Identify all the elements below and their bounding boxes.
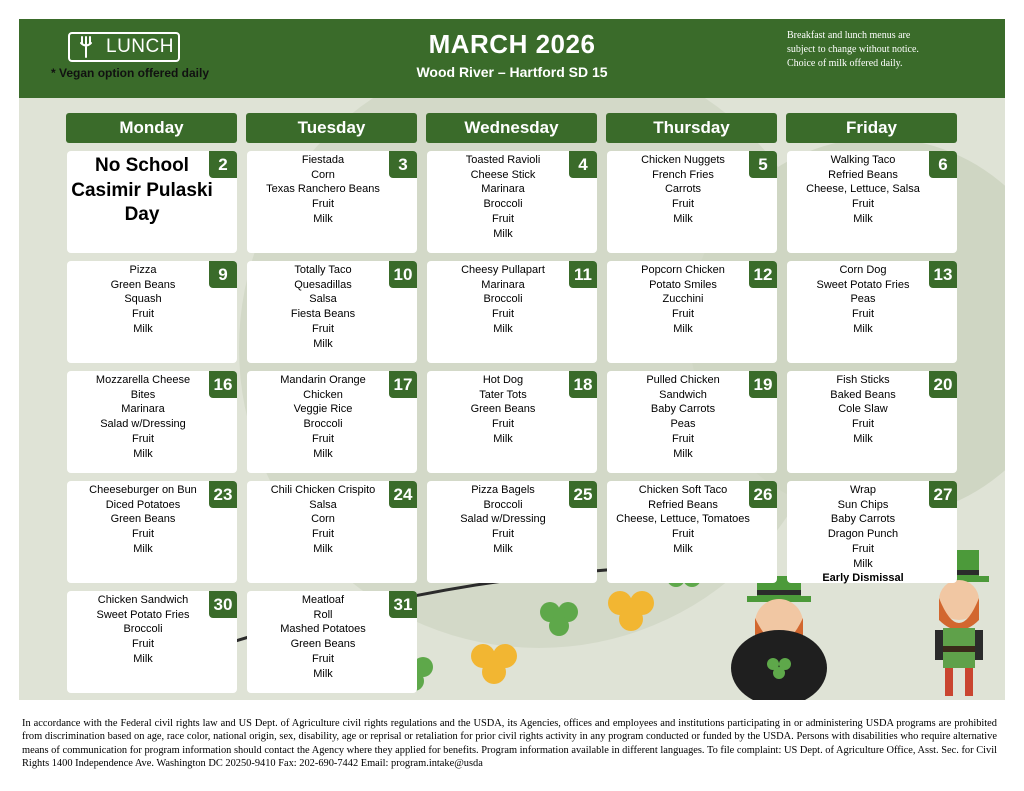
menu-item: Chicken Soft Taco [638, 484, 728, 496]
menu-item: Fruit [492, 418, 514, 431]
menu-day-cell [787, 481, 957, 583]
menu-item: Marinara [481, 183, 525, 196]
day-number: 9 [209, 261, 237, 288]
menu-item: Tater Tots [479, 388, 527, 401]
menu-item: Broccoli [483, 198, 523, 211]
menu-item: Cheesy Pullapart [461, 264, 545, 276]
menu-item: Veggie Rice [293, 403, 353, 416]
menu-item: Milk [853, 432, 873, 445]
menu-day-cell [427, 371, 597, 473]
menu-item: Fruit [132, 308, 154, 321]
day-number: 5 [749, 151, 777, 178]
menu-item: Walking Taco [830, 154, 896, 166]
notice-line: Choice of milk offered daily. [787, 58, 903, 69]
day-number: 30 [209, 591, 237, 618]
menu-item: Milk [313, 447, 333, 460]
menu-item: Totally Taco [294, 264, 352, 276]
menu-item: Chicken [303, 388, 343, 401]
menu-item: Texas Ranchero Beans [266, 183, 380, 196]
menu-item: Milk [133, 652, 153, 665]
menu-day-cell [607, 151, 777, 253]
menu-item: Fruit [852, 198, 874, 211]
menu-item: Fruit [312, 198, 334, 211]
menu-day-cell [787, 151, 957, 253]
menu-item: Fruit [312, 432, 334, 445]
menu-item: Fruit [492, 212, 514, 225]
menu-item: Baked Beans [830, 388, 896, 401]
menu-item: Fruit [312, 322, 334, 335]
menu-item: Refried Beans [828, 168, 898, 181]
menu-day-cell [247, 371, 417, 473]
notice-line: subject to change without notice. [787, 44, 919, 55]
day-number: 20 [929, 371, 957, 398]
page-title: MARCH 2026 [428, 29, 596, 59]
logo-text: LUNCH [106, 36, 174, 57]
menu-item: Fruit [672, 528, 694, 541]
lunch-logo [68, 32, 180, 62]
menu-item: Corn [311, 513, 335, 526]
menu-item: Zucchini [662, 293, 704, 306]
day-header-thursday: Thursday [606, 113, 777, 143]
menu-item: Milk [673, 542, 693, 555]
menu-day-cell [247, 481, 417, 583]
menu-item: Pizza Bagels [471, 484, 535, 496]
menu-item: Bites [130, 388, 156, 401]
menu-item: Marinara [121, 403, 165, 416]
district-subtitle: Wood River – Hartford SD 15 [416, 64, 608, 80]
menu-day-cell [607, 371, 777, 473]
menu-item: Baby Carrots [650, 403, 716, 416]
menu-item: French Fries [652, 168, 714, 181]
day-number: 17 [389, 371, 417, 398]
menu-day-cell [247, 151, 417, 253]
menu-item: Corn Dog [839, 264, 887, 276]
menu-item: Milk [313, 542, 333, 555]
day-header-monday: Monday [66, 113, 237, 143]
menu-item: Green Beans [290, 638, 356, 651]
menu-item: Milk [133, 447, 153, 460]
menu-item: Mozzarella Cheese [95, 374, 191, 386]
day-number: 23 [209, 481, 237, 508]
menu-item: Wrap [849, 484, 877, 496]
day-number: 10 [389, 261, 417, 288]
header-banner [19, 19, 1005, 98]
menu-item: Sandwich [659, 388, 707, 401]
menu-item: Milk [493, 542, 513, 555]
menu-item: Fruit [672, 198, 694, 211]
menu-day-cell [247, 591, 417, 693]
shamrock-icon [471, 644, 517, 684]
no-school-text: No School [95, 155, 189, 176]
menu-item: Milk [313, 212, 333, 225]
menu-item: Chili Chicken Crispito [270, 484, 376, 496]
day-number: 2 [209, 151, 237, 178]
menu-item: Popcorn Chicken [641, 264, 725, 276]
menu-day-cell [787, 261, 957, 363]
menu-item: Sweet Potato Fries [816, 278, 910, 291]
menu-item: Fruit [852, 418, 874, 431]
day-number: 24 [389, 481, 417, 508]
menu-item: Milk [313, 667, 333, 680]
menu-item: Chicken Nuggets [641, 154, 725, 166]
menu-item: Dragon Punch [827, 528, 899, 541]
menu-item: Green Beans [110, 513, 176, 526]
menu-item: Cheese, Lettuce, Salsa [806, 183, 920, 196]
menu-item: Chicken Sandwich [97, 594, 189, 606]
day-number: 6 [929, 151, 957, 178]
menu-item: Broccoli [483, 293, 523, 306]
menu-item: Fruit [312, 652, 334, 665]
menu-item: Fruit [852, 542, 874, 555]
menu-item: Salad w/Dressing [460, 513, 546, 526]
day-number: 27 [929, 481, 957, 508]
menu-item: Fruit [492, 528, 514, 541]
menu-item: Cheese, Lettuce, Tomatoes [616, 513, 750, 526]
day-header-tuesday: Tuesday [246, 113, 417, 143]
no-school-text: Day [124, 204, 160, 225]
menu-notice [787, 29, 987, 71]
menu-item: Cole Slaw [838, 403, 888, 416]
menu-item: Potato Smiles [649, 278, 717, 291]
menu-day-cell [427, 261, 597, 363]
early-dismissal-note: Early Dismissal [822, 572, 904, 585]
menu-item: Sun Chips [837, 498, 889, 511]
menu-item: Milk [313, 337, 333, 350]
menu-item: Fiestada [301, 154, 345, 166]
menu-item: Milk [493, 227, 513, 240]
menu-item: Mandarin Orange [280, 374, 366, 386]
menu-day-cell [607, 261, 777, 363]
menu-item: Milk [673, 212, 693, 225]
menu-item: Salsa [309, 293, 337, 306]
menu-item: Fruit [132, 432, 154, 445]
menu-item: Fruit [132, 638, 154, 651]
menu-day-cell [67, 151, 237, 253]
menu-item: Salad w/Dressing [100, 418, 186, 431]
notice-line: Breakfast and lunch menus are [787, 30, 911, 41]
day-number: 18 [569, 371, 597, 398]
title-block [319, 29, 705, 80]
menu-item: Green Beans [110, 278, 176, 291]
day-number: 25 [569, 481, 597, 508]
menu-item: Fiesta Beans [290, 308, 356, 321]
menu-item: Fruit [672, 308, 694, 321]
day-number: 12 [749, 261, 777, 288]
menu-item: Peas [670, 418, 696, 431]
menu-item: Cheeseburger on Bun [89, 484, 197, 496]
menu-item: Broccoli [123, 623, 163, 636]
menu-day-cell [607, 481, 777, 583]
menu-item: Broccoli [303, 418, 343, 431]
day-header-wednesday: Wednesday [426, 113, 597, 143]
menu-day-cell [427, 151, 597, 253]
menu-item: Milk [853, 322, 873, 335]
menu-item: Marinara [481, 278, 525, 291]
day-number: 16 [209, 371, 237, 398]
menu-item: Squash [124, 293, 162, 306]
menu-day-cell [787, 371, 957, 473]
menu-item: Pizza [129, 264, 157, 276]
menu-item: Diced Potatoes [105, 498, 181, 511]
menu-day-cell [427, 481, 597, 583]
menu-item: Fish Sticks [836, 374, 890, 386]
menu-item: Milk [493, 322, 513, 335]
menu-day-cell [67, 261, 237, 363]
fork-icon [78, 36, 98, 58]
menu-item: Milk [133, 322, 153, 335]
menu-item: Milk [853, 212, 873, 225]
menu-item: Hot Dog [482, 374, 524, 386]
menu-item: Pulled Chicken [646, 374, 720, 386]
day-number: 19 [749, 371, 777, 398]
menu-item: Toasted Ravioli [465, 154, 541, 166]
menu-item: Milk [673, 322, 693, 335]
menu-item: Fruit [132, 528, 154, 541]
menu-item: Corn [311, 168, 335, 181]
nondiscrimination-statement: In accordance with the Federal civil rights law and US Dept. of Agriculture civil rights regulations and the USDA, its Agencies, offices and employees and institutions participating in or administering USDA programs are prohibited from discrimination based on age, race color, national origin, sex, disability, age or reprisal or retaliation for prior civil rights activity in any program conducted or funded by the USDA. Persons with disabilities who require alternative means of communication for program information should contact the Agency where they applied for benefits. Program information available in different languages. To file complaint: US Dept. of Agriculture Office, Asst. Sec. for Civil Rights 1400 Independence Ave. Washington DC 20250-9410 Fax: 202-690-7442 Email: program.intake@usda [22, 718, 997, 770]
menu-item: Quesadillas [294, 278, 352, 291]
day-number: 26 [749, 481, 777, 508]
menu-item: Mashed Potatoes [280, 623, 366, 636]
menu-day-cell [67, 371, 237, 473]
menu-item: Fruit [852, 308, 874, 321]
menu-day-cell [67, 481, 237, 583]
menu-item: Cheese Stick [470, 168, 536, 181]
leprechaun-pot-icon [731, 576, 827, 700]
no-school-text: Casimir Pulaski [71, 179, 213, 201]
menu-item: Baby Carrots [830, 513, 896, 526]
menu-day-cell [247, 261, 417, 363]
menu-item: Peas [850, 293, 876, 306]
menu-item: Fruit [492, 308, 514, 321]
menu-item: Refried Beans [648, 498, 718, 511]
menu-item: Meatloaf [301, 594, 345, 606]
menu-day-cell [67, 591, 237, 693]
menu-item: Broccoli [483, 498, 523, 511]
day-number: 31 [389, 591, 417, 618]
menu-item: Fruit [672, 432, 694, 445]
menu-item: Roll [313, 608, 333, 621]
menu-item: Milk [133, 542, 153, 555]
day-number: 11 [569, 261, 597, 288]
menu-item: Milk [493, 432, 513, 445]
day-number: 4 [569, 151, 597, 178]
menu-item: Sweet Potato Fries [96, 608, 190, 621]
menu-item: Carrots [664, 183, 702, 196]
menu-item: Green Beans [470, 403, 536, 416]
day-number: 13 [929, 261, 957, 288]
menu-item: Milk [673, 447, 693, 460]
menu-item: Fruit [312, 528, 334, 541]
vegan-note: * Vegan option offered daily [51, 66, 210, 80]
menu-item: Salsa [309, 498, 337, 511]
menu-item: Milk [853, 557, 873, 570]
day-header-friday: Friday [786, 113, 957, 143]
day-number: 3 [389, 151, 417, 178]
